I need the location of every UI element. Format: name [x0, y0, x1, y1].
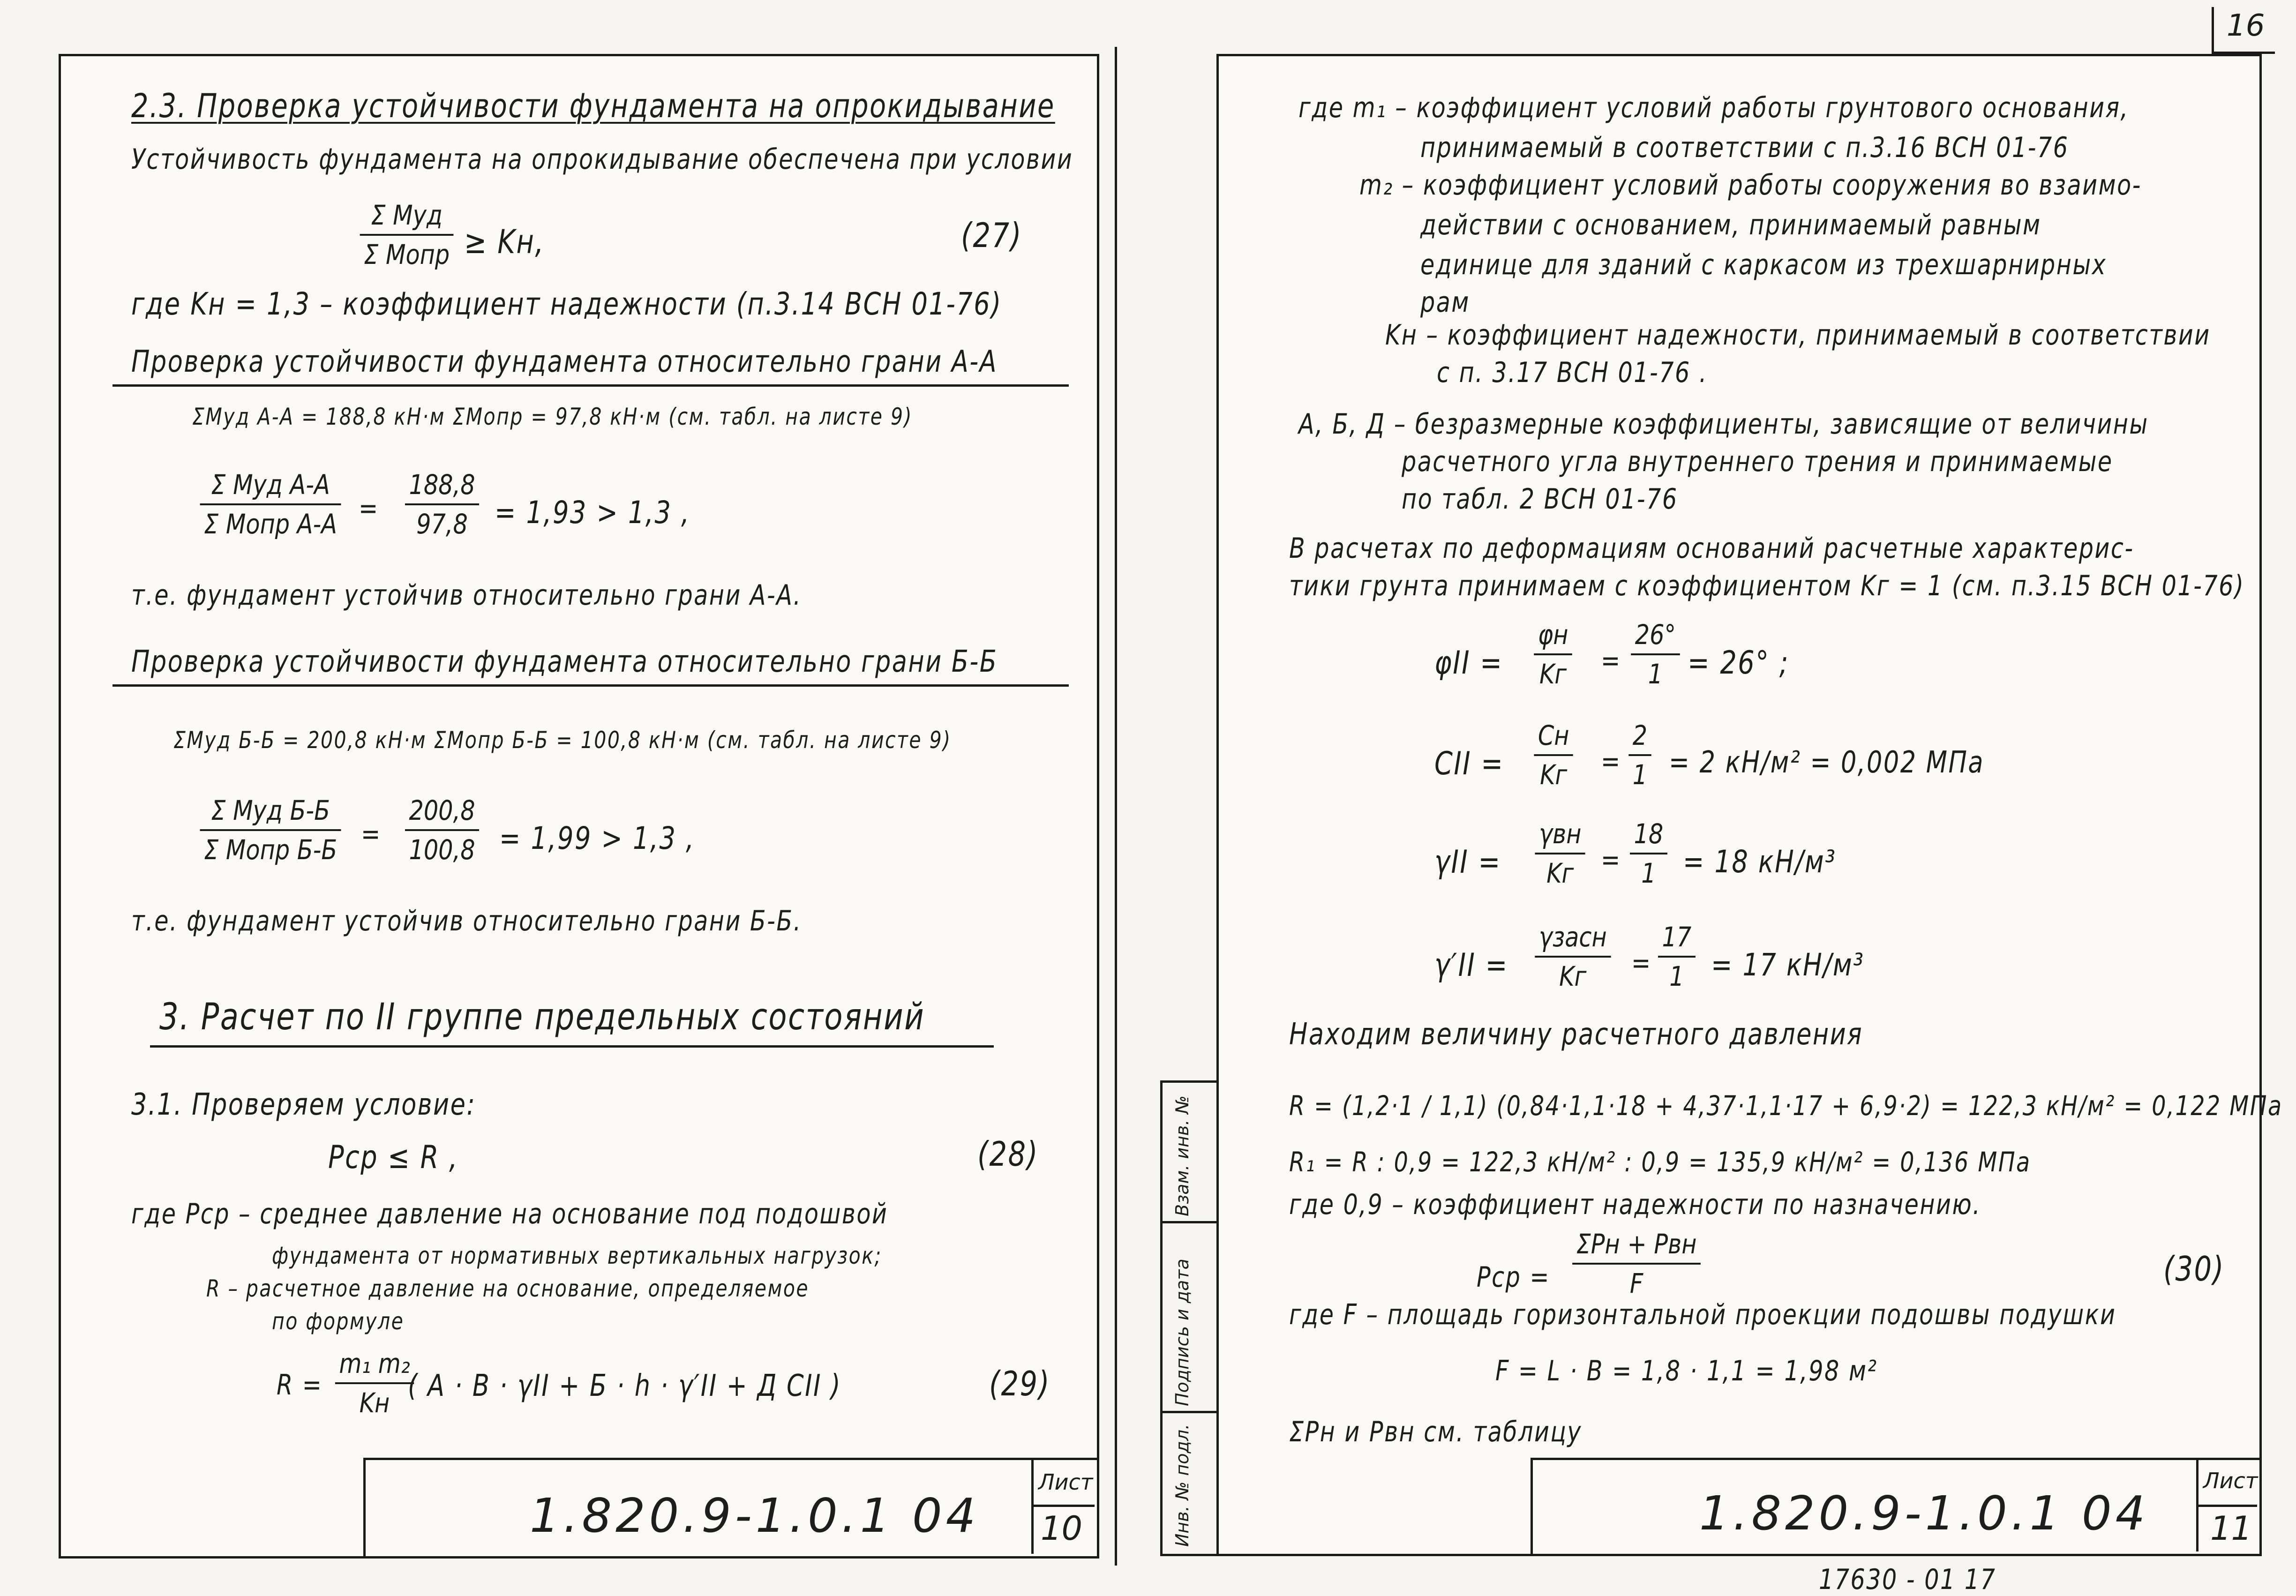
approval-label-sign: Подпись и дата: [1172, 1259, 1193, 1406]
formula-27-fraction: [360, 199, 454, 270]
gamma-values-numerator: 18: [1634, 818, 1664, 850]
approval-divider-2: [1160, 1411, 1216, 1413]
r-definition-1: R – расчетное давление на основание, определяемое: [206, 1275, 810, 1302]
bb-ratio-fraction: [200, 794, 341, 866]
gamma-prime-values-fraction: [1658, 921, 1696, 992]
gamma-prime-bar: [1535, 956, 1611, 958]
gamma-prime-left: γ′II =: [1434, 947, 1508, 984]
f29-coef-fraction: [335, 1348, 414, 1419]
c-values-numerator: 2: [1632, 719, 1648, 751]
c-result: = 2 кН/м² = 0,002 МПа: [1669, 745, 1985, 780]
phi-denominator: Kг: [1539, 658, 1567, 690]
stability-intro: Устойчивость фундамента на опрокидывание обеспечена при условии: [131, 143, 1073, 176]
bb-conclusion: т.е. фундамент устойчив относительно грани Б-Б.: [131, 905, 802, 937]
gamma-prime-fraction: [1535, 921, 1611, 992]
approval-label-inv: Инв. № подл.: [1172, 1424, 1193, 1547]
kn-definition-1: Kн – коэффициент надежности, принимаемый в соответствии: [1385, 319, 2211, 352]
left-sheet-cell-divider: [1031, 1505, 1095, 1507]
gamma-left: γII =: [1434, 844, 1501, 881]
gamma-bar: [1535, 853, 1585, 854]
f27-bar: [360, 234, 454, 236]
abd-definition-3: по табл. 2 ВСН 01-76: [1402, 483, 1678, 516]
bb-equals: =: [361, 818, 382, 851]
gamma-prime-denominator: Kг: [1559, 960, 1587, 992]
c-fraction: [1534, 719, 1573, 791]
rule-section-3: [150, 1045, 994, 1048]
f27-numerator: Σ Mуд: [371, 199, 443, 231]
left-sheet-number: 10: [1041, 1509, 1083, 1548]
bb-ratio-denominator: Σ Mопр Б-Б: [204, 834, 338, 866]
phi-mid: =: [1601, 644, 1621, 677]
gamma-prime-values-bar: [1658, 956, 1696, 958]
rule-aa: [113, 384, 1069, 387]
aa-result: = 1,93 > 1,3 ,: [495, 495, 690, 531]
formula-27-number: (27): [961, 216, 1023, 255]
gamma-fraction: [1535, 818, 1585, 889]
c-numerator: Cн: [1538, 719, 1569, 751]
f30-left: Pср =: [1477, 1261, 1551, 1294]
f30-numerator: ΣPн + Pвн: [1576, 1228, 1697, 1260]
phi-numerator: φн: [1538, 619, 1568, 651]
m2-definition-2: действии с основанием, принимаемый равным: [1420, 209, 2041, 241]
gamma-prime-numerator: γзасн: [1538, 921, 1607, 953]
phi-left: φII =: [1434, 644, 1503, 682]
kn-definition: где Kн = 1,3 – коэффициент надежности (п.3.14 ВСН 01-76): [131, 286, 1002, 322]
f30-bar: [1572, 1263, 1701, 1265]
gamma-prime-result: = 17 кН/м³: [1711, 947, 1865, 983]
bb-values-bar: [405, 829, 479, 831]
m2-definition-1: m₂ – коэффициент условий работы сооружения во взаимо-: [1359, 169, 2142, 202]
phi-result: = 26° ;: [1688, 644, 1790, 682]
right-sheet-cell-divider: [2196, 1505, 2257, 1507]
aa-ratio-denominator: Σ Mопр А-А: [204, 508, 338, 540]
phi-values-numerator: 26°: [1635, 619, 1676, 651]
gamma-values-bar: [1630, 853, 1667, 854]
aa-ratio-fraction: [200, 469, 341, 540]
phi-values-fraction: [1631, 619, 1680, 690]
f29-bar: [335, 1382, 414, 1384]
approval-divider-1: [1160, 1221, 1216, 1223]
m1-definition-2: принимаемый в соответствии с п.3.16 ВСН 01-76: [1420, 131, 2069, 164]
c-mid: =: [1601, 745, 1621, 778]
section-heading-2-3: 2.3. Проверка устойчивости фундамента на опрокидывание: [131, 87, 1055, 125]
reliability-coef: где 0,9 – коэффициент надежности по назначению.: [1289, 1188, 1981, 1221]
right-sheet-number: 11: [2210, 1509, 2252, 1548]
approval-label-replace: Взам. инв. №: [1172, 1095, 1193, 1216]
m1-definition-1: где m₁ – коэффициент условий работы грунтового основания,: [1298, 91, 2129, 124]
left-sheet-label: Лист: [1038, 1469, 1093, 1495]
gamma-denominator: Kг: [1546, 857, 1574, 889]
left-drawing-code: 1.820.9-1.0.1 04: [530, 1488, 980, 1543]
aa-values-numerator: 188,8: [409, 469, 475, 501]
gamma-values-fraction: [1630, 818, 1667, 889]
sum-reference: ΣPн и Pвн см. таблицу: [1289, 1416, 1582, 1448]
rule-bb: [113, 684, 1069, 687]
c-denominator: Kг: [1540, 759, 1568, 791]
aa-moment-values: ΣMуд А-А = 188,8 кН·м ΣMопр = 97,8 кН·м (см. табл. на листе 9): [192, 403, 913, 430]
bb-values-fraction: [405, 794, 479, 866]
page-number: 16: [2227, 8, 2265, 43]
gamma-result: = 18 кН/м³: [1683, 844, 1837, 880]
phi-values-denominator: 1: [1648, 658, 1663, 690]
m2-definition-3: единице для зданий с каркасом из трехшарнирных: [1420, 248, 2107, 281]
gamma-prime-values-denominator: 1: [1669, 960, 1684, 992]
gamma-prime-mid: =: [1631, 947, 1652, 980]
f30-denominator: F: [1629, 1267, 1643, 1299]
right-sheet-label: Лист: [2203, 1468, 2258, 1493]
f-definition: где F – площадь горизонтальной проекции подошвы подушки: [1289, 1298, 2116, 1331]
abd-definition-1: А, Б, Д – безразмерные коэффициенты, зависящие от величины: [1298, 408, 2149, 441]
section-3-heading: 3. Расчет по II группе предельных состояний: [159, 996, 925, 1038]
f27-relation: ≥ Kн,: [464, 223, 545, 261]
aa-equals: =: [359, 492, 379, 525]
calc-characteristics-2: тики грунта принимаем с коэффициентом Kг = 1 (см. п.3.15 ВСН 01-76): [1289, 569, 2245, 602]
bb-ratio-numerator: Σ Mуд Б-Б: [211, 794, 330, 826]
pcp-definition-1: где Pср – среднее давление на основание под подошвой: [131, 1198, 888, 1230]
left-sheet: [59, 54, 1099, 1559]
gamma-values-denominator: 1: [1641, 857, 1656, 889]
right-drawing-code: 1.820.9-1.0.1 04: [1699, 1486, 2149, 1541]
r1-calculation: R₁ = R : 0,9 = 122,3 кН/м² : 0,9 = 135,9 кН/м² = 0,136 МПа: [1289, 1146, 2031, 1178]
f30-fraction: [1572, 1228, 1701, 1299]
bb-ratio-bar: [200, 829, 341, 831]
calc-characteristics-1: В расчетах по деформациям оснований расчетные характерис-: [1289, 532, 2134, 565]
f29-denominator: Kн: [359, 1387, 390, 1419]
subheading-face-bb: Проверка устойчивости фундамента относительно грани Б-Б: [131, 644, 998, 679]
archive-number: 17630 - 01 17: [1819, 1563, 1996, 1596]
f29-left: R =: [277, 1369, 323, 1401]
bb-result: = 1,99 > 1,3 ,: [499, 820, 695, 856]
m2-definition-4: рам: [1420, 286, 1470, 319]
formula-28: Pср ≤ R ,: [328, 1139, 459, 1176]
aa-ratio-bar: [200, 503, 341, 505]
gamma-mid: =: [1601, 844, 1621, 877]
gamma-prime-values-numerator: 17: [1662, 921, 1692, 953]
f29-body: ( A · B · γII + Б · h · γ′II + Д CII ): [408, 1369, 842, 1403]
binding-line: [1115, 47, 1117, 1566]
r-definition-2: по формуле: [272, 1308, 405, 1335]
aa-values-denominator: 97,8: [416, 508, 468, 540]
aa-values-fraction: [405, 469, 479, 540]
aa-values-bar: [405, 503, 479, 505]
aa-ratio-numerator: Σ Mуд А-А: [211, 469, 330, 501]
bb-values-denominator: 100,8: [409, 834, 475, 866]
f-calculation: F = L · B = 1,8 · 1,1 = 1,98 м²: [1495, 1355, 1878, 1387]
step-3-1: 3.1. Проверяем условие:: [131, 1087, 476, 1122]
bb-values-numerator: 200,8: [409, 794, 475, 826]
f27-denominator: Σ Mопр: [364, 239, 450, 270]
pcp-definition-2: фундамента от нормативных вертикальных нагрузок;: [272, 1242, 882, 1269]
c-left: CII =: [1434, 745, 1504, 782]
abd-definition-2: расчетного угла внутреннего трения и принимаемые: [1402, 445, 2113, 478]
c-values-denominator: 1: [1632, 759, 1648, 791]
phi-fraction: [1534, 619, 1572, 690]
r-calculation: R = (1,2·1 / 1,1) (0,84·1,1·18 + 4,37·1,1·17 + 6,9·2) = 122,3 кН/м² = 0,122 МПа: [1289, 1090, 2283, 1122]
find-pressure: Находим величину расчетного давления: [1289, 1017, 1863, 1052]
formula-29-number: (29): [989, 1364, 1051, 1403]
c-values-fraction: [1628, 719, 1651, 791]
bb-moment-values: ΣMуд Б-Б = 200,8 кН·м ΣMопр Б-Б = 100,8 кН·м (см. табл. на листе 9): [173, 727, 952, 754]
formula-30-number: (30): [2163, 1249, 2225, 1289]
c-bar: [1534, 754, 1573, 756]
right-sheet: [1216, 54, 2283, 1556]
gamma-numerator: γвн: [1538, 818, 1582, 850]
f29-numerator: m₁ m₂: [339, 1348, 410, 1379]
formula-28-number: (28): [977, 1134, 1039, 1174]
aa-conclusion: т.е. фундамент устойчив относительно грани А-А.: [131, 579, 802, 612]
c-values-bar: [1628, 754, 1651, 756]
phi-bar: [1534, 653, 1572, 655]
kn-definition-2: с п. 3.17 ВСН 01-76 .: [1437, 356, 1708, 389]
subheading-face-aa: Проверка устойчивости фундамента относительно грани А-А: [131, 345, 998, 379]
phi-values-bar: [1631, 653, 1680, 655]
